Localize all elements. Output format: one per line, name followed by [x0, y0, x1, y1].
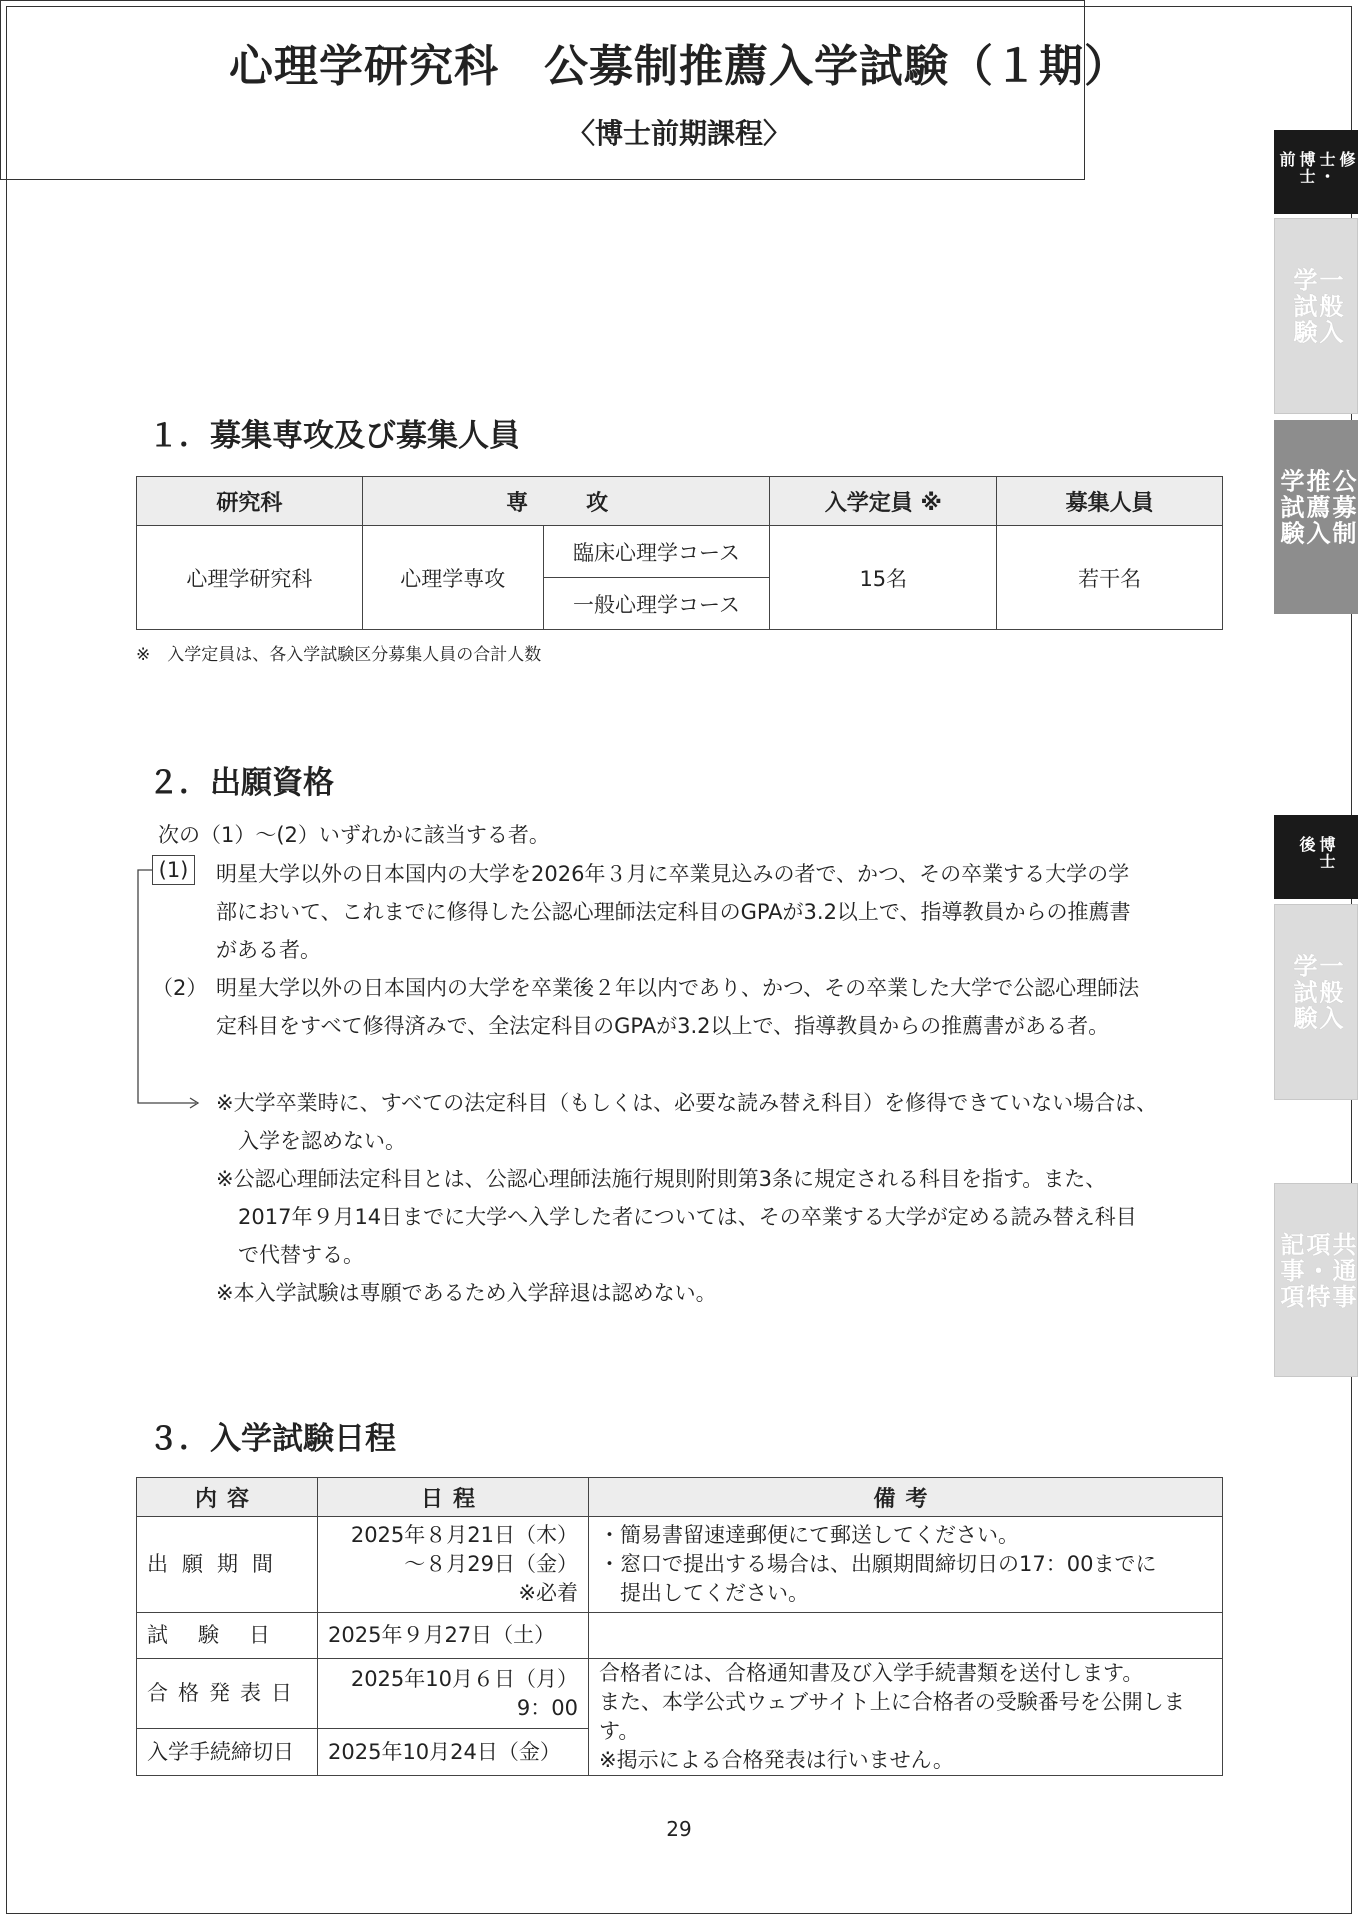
header-recruitment: 募集人員: [997, 477, 1223, 526]
remark-line: ・窓口で提出する場合は、出願期間締切日の17：00までに: [599, 1552, 1157, 1576]
schedule-table: [136, 1477, 1223, 1776]
row-label: 合格発表日: [137, 1659, 318, 1729]
note-line: 入学を認めない。: [238, 1129, 406, 1153]
row-remarks-empty: [589, 1613, 1223, 1659]
remark-line: ・簡易書留速達郵便にて郵送してください。: [599, 1523, 1019, 1547]
note-line: 2017年９月14日までに大学へ入学した者については、その卒業する大学が定める読み替え科目: [238, 1205, 1137, 1229]
side-tab-label: 修士・博士前: [1277, 151, 1356, 185]
row-label: 入学手続締切日: [137, 1729, 318, 1776]
item-1-line: 部において、これまでに修得した公認心理師法定科目のGPAが3.2以上で、指導教員からの推薦書: [216, 900, 1131, 924]
side-tab-masters-recommendation[interactable]: [1274, 420, 1358, 614]
page-title: 心理学研究科 公募制推薦入学試験（１期）: [229, 41, 1129, 92]
title-box: [0, 0, 1129, 180]
item-2-line: 定科目をすべて修得済みで、全法定科目のGPAが3.2以上で、指導教員からの推薦書がある者。: [216, 1014, 1110, 1038]
side-tab-label: 公募制推薦入学試験: [1276, 468, 1356, 547]
row-label: 出願期間: [137, 1517, 318, 1613]
page-number: 29: [666, 1817, 692, 1841]
header-major: 専 攻: [362, 477, 770, 526]
row-remarks: [589, 1517, 1223, 1613]
cell-course-2: 一般心理学コース: [543, 578, 770, 630]
side-tab-masters-general[interactable]: [1274, 218, 1358, 414]
side-tab-label: 一般入学試験: [1289, 267, 1343, 346]
date-line: 2025年10月６日（月）: [350, 1666, 578, 1691]
date-line: 9：00: [516, 1695, 578, 1720]
section2-heading: ２．出願資格: [148, 765, 334, 801]
row-remarks: [589, 1659, 1223, 1776]
recruitment-table: [136, 476, 1223, 630]
remark-line: 提出してください。: [599, 1581, 809, 1605]
side-tab-label: 博士後: [1297, 836, 1336, 870]
row-dates: [318, 1517, 589, 1613]
note-line: で代替する。: [238, 1243, 364, 1267]
capacity-note: ※ 入学定員は、各入学試験区分募集人員の合計人数: [136, 645, 542, 665]
note-line: ※大学卒業時に、すべての法定科目（もしくは、必要な読み替え科目）を修得できていない場合は、: [216, 1091, 1158, 1115]
bracket-arrow: [130, 860, 210, 1120]
row-label: 試験日: [137, 1613, 318, 1659]
header-content: 内容: [137, 1478, 318, 1517]
section3-heading: ３．入学試験日程: [148, 1421, 396, 1457]
eligibility-notes: [216, 1084, 1226, 1312]
cell-major: 心理学専攻: [362, 526, 543, 630]
date-line: ※必着: [518, 1581, 578, 1605]
note-line: ※公認心理師法定科目とは、公認心理師法施行規則附則第3条に規定される科目を指す。また、: [216, 1167, 1107, 1191]
cell-course-1: 臨床心理学コース: [543, 526, 770, 578]
row-dates: 2025年９月27日（土）: [318, 1613, 589, 1659]
item-2-number: （2）: [152, 976, 208, 1000]
header-capacity: 入学定員 ※: [770, 477, 997, 526]
row-dates: 2025年10月24日（金）: [318, 1729, 589, 1776]
side-tab-masters[interactable]: [1274, 130, 1358, 214]
header-faculty: 研究科: [137, 477, 363, 526]
side-tab-label: 一般入学試験: [1289, 953, 1343, 1032]
item-1-line: 明星大学以外の日本国内の大学を2026年３月に卒業見込みの者で、かつ、その卒業する大学の学: [216, 862, 1130, 886]
remark-line: ※掲示による合格発表は行いません。: [599, 1748, 954, 1772]
side-tab-label: 共通事項・特記事項: [1276, 1232, 1356, 1310]
cell-faculty: 心理学研究科: [137, 526, 363, 630]
remark-line: また、本学公式ウェブサイト上に合格者の受験番号を公開します。: [599, 1690, 1185, 1743]
cell-recruitment: 若干名: [997, 526, 1223, 630]
item-2-text: [216, 969, 1226, 1045]
item-1-text: [216, 855, 1226, 969]
note-line: ※本入学試験は専願であるため入学辞退は認めない。: [216, 1281, 717, 1305]
side-tab-doctoral[interactable]: [1274, 815, 1358, 899]
item-1-number: (1): [152, 855, 195, 885]
item-2-line: 明星大学以外の日本国内の大学を卒業後２年以内であり、かつ、その卒業した大学で公認心理師法: [216, 976, 1140, 1000]
remark-line: 合格者には、合格通知書及び入学手続書類を送付します。: [599, 1661, 1144, 1685]
item-1-line: がある者。: [216, 938, 321, 962]
section1-heading: １．募集専攻及び募集人員: [148, 418, 520, 454]
header-remarks: 備考: [589, 1478, 1223, 1517]
date-line: ～８月29日（金）: [404, 1552, 578, 1576]
header-schedule: 日程: [318, 1478, 589, 1517]
side-tab-doctoral-general[interactable]: [1274, 904, 1358, 1100]
side-tab-common-notes[interactable]: [1274, 1183, 1358, 1377]
date-line: 2025年８月21日（木）: [350, 1523, 578, 1547]
cell-capacity: 15名: [770, 526, 997, 630]
row-dates: [318, 1659, 589, 1729]
page-subtitle: 〈博士前期課程〉: [566, 117, 791, 150]
eligibility-intro: 次の（1）～(2）いずれかに該当する者。: [158, 823, 550, 847]
